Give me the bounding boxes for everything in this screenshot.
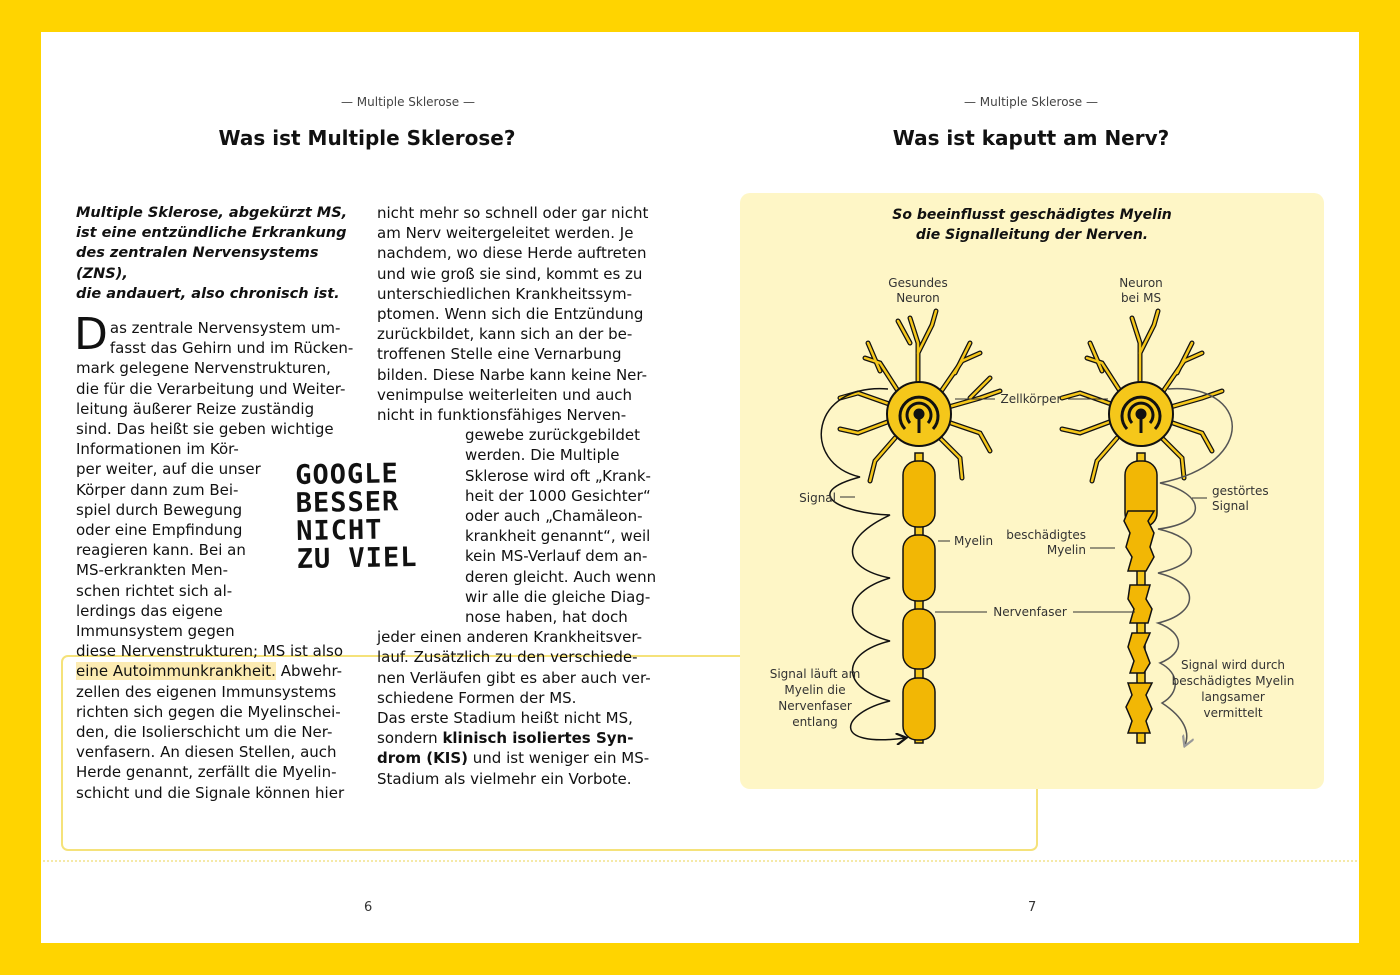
text-line: Stadium als vielmehr ein Vorbote. — [377, 769, 632, 788]
text-line: bilden. Diese Narbe kann keine Ner- — [377, 365, 648, 384]
note-line: NICHT — [295, 514, 383, 548]
text-line: Herde genannt, zerfällt die Myelin- — [76, 763, 337, 782]
text-line: nicht in funktionsfähiges Nerven- — [377, 406, 627, 425]
text-line: nen Verläufen gibt es aber auch ver- — [377, 668, 651, 687]
caption-line: die Signalleitung der Nerven. — [915, 227, 1149, 243]
left-kicker: — Multiple Sklerose — — [340, 95, 476, 109]
label-runs-1: Signal läuft am — [769, 667, 861, 681]
right-kicker: — Multiple Sklerose — — [963, 95, 1099, 109]
text-line: am Nerv weitergeleitet werden. Je — [377, 224, 634, 243]
bold-term: klinisch isoliertes Syn- — [442, 729, 634, 748]
label-myelin: Myelin — [954, 534, 994, 548]
text-line: fasst das Gehirn und im Rücken- — [109, 339, 354, 358]
label-healthy-1: Gesundes — [888, 276, 948, 290]
label-runs-3: Nervenfaser — [778, 699, 852, 713]
text-line — [377, 748, 677, 768]
text-line: spiel durch Bewegung — [76, 500, 243, 519]
label-disturbed-2: Signal — [1212, 499, 1249, 513]
indented-block — [377, 425, 677, 627]
note-line: BESSER — [295, 486, 400, 520]
text-line: Körper dann zum Bei- — [76, 480, 239, 499]
page-number-left: 6 — [364, 900, 373, 915]
text-line: heit der 1000 Gesichter“ — [465, 486, 651, 505]
text-line: oder eine Empfindung — [76, 521, 243, 540]
text-line: richten sich gegen die Myelinschei- — [76, 702, 341, 721]
text-line: mark gelegene Nervenstrukturen, — [76, 359, 331, 378]
book-spread — [41, 32, 1359, 943]
text-line: die für die Verarbeitung und Weiter- — [76, 379, 346, 398]
text-line: und wie groß sie sind, kommt es zu — [377, 264, 643, 283]
ms-nucleus-icon — [1122, 397, 1160, 433]
footer-divider — [43, 860, 1357, 862]
text-line: nose haben, hat doch — [465, 608, 628, 627]
label-slower-1: Signal wird durch — [1180, 658, 1286, 672]
lead-line: die andauert, also chronisch ist. — [76, 285, 340, 302]
text-line: oder auch „Chamäleon- — [465, 507, 643, 526]
text-line: per weiter, auf die unser — [76, 460, 261, 479]
text-line: Sklerose wird oft „Krank- — [465, 466, 651, 485]
lead-line: ist eine entzündliche Erkrankung — [76, 225, 347, 242]
text-line: wir alle die gleiche Diag- — [465, 587, 651, 606]
text-line: nicht mehr so schnell oder gar nicht — [377, 204, 649, 222]
right-page-title: Was ist kaputt am Nerv? — [892, 126, 1170, 150]
lead-line: Multiple Sklerose, abgekürzt MS, — [76, 205, 348, 221]
label-slower-4: vermittelt — [1203, 706, 1263, 720]
text-line: zellen des eigenen Immunsystems — [76, 682, 337, 701]
left-page-title: Was ist Multiple Sklerose? — [218, 126, 516, 150]
label-ms-1: Neuron — [1119, 276, 1163, 290]
text-line: kein MS-Verlauf dem an- — [465, 547, 648, 566]
label-healthy-2: Neuron — [896, 291, 940, 305]
label-slower-3: langsamer — [1201, 690, 1265, 704]
text-line: as zentrale Nervensystem um- — [109, 319, 341, 338]
nucleus-icon — [900, 397, 938, 433]
text-line: nachdem, wo diese Herde auftreten — [377, 244, 647, 263]
text-fragment: sondern — [377, 729, 443, 748]
text-line: gewebe zurückgebildet — [465, 426, 640, 445]
label-ms-2: bei MS — [1120, 291, 1162, 305]
label-damaged-1: beschädigtes — [1006, 528, 1086, 542]
ms-damaged-myelin — [1124, 461, 1157, 733]
text-line: troffenen Stelle eine Vernarbung — [377, 345, 622, 364]
text-line: Immunsystem gegen — [76, 622, 235, 641]
highlighted-term: eine Autoimmunkrankheit. — [76, 662, 276, 681]
text-fragment: Abwehr- — [275, 662, 343, 681]
lead-paragraph — [76, 203, 366, 304]
text-line: krankheit genannt“, weil — [465, 527, 651, 546]
text-line: MS-erkrankten Men- — [76, 561, 228, 580]
label-damaged-2: Myelin — [1046, 543, 1086, 557]
drop-cap: D — [74, 309, 108, 361]
label-disturbed-1: gestörtes — [1212, 484, 1269, 498]
text-line: venimpulse weiterleiten und auch — [377, 385, 633, 404]
text-line: venfasern. An diesen Stellen, auch — [76, 743, 337, 762]
text-line: Das erste Stadium heißt nicht MS, — [377, 709, 633, 728]
text-line: deren gleicht. Auch wenn — [465, 567, 657, 586]
text-line: diese Nervenstrukturen; MS ist also — [76, 642, 344, 661]
column-2 — [377, 203, 677, 789]
text-line: jeder einen anderen Krankheitsver- — [377, 628, 642, 647]
note-line: GOOGLE — [294, 458, 400, 492]
bold-term: drom (KIS) — [377, 749, 469, 768]
caption-line: So beeinflusst geschädigtes Myelin — [892, 207, 1172, 223]
handwritten-note — [295, 460, 418, 574]
text-line: ptomen. Wenn sich die Entzündung — [377, 305, 644, 324]
text-line: schen richtet sich al- — [76, 581, 233, 600]
text-line: reagieren kann. Bei an — [76, 541, 246, 560]
label-slower-2: beschädigtes Myelin — [1171, 674, 1295, 688]
label-fiber: Nervenfaser — [993, 605, 1067, 619]
text-line: lerdings das eigene — [76, 601, 223, 620]
label-cell-body: Zellkörper — [1000, 392, 1062, 406]
infographic-panel — [740, 193, 1324, 789]
label-runs-2: Myelin die — [784, 683, 846, 697]
text-line: schiedene Formen der MS. — [377, 688, 577, 707]
page-number-right: 7 — [1028, 900, 1037, 915]
note-line: ZU VIEL — [296, 541, 418, 576]
text-line: lauf. Zusätzlich zu den verschiede- — [377, 648, 638, 667]
text-line: sind. Das heißt sie geben wichtige — [76, 420, 334, 439]
label-runs-4: entlang — [792, 715, 838, 729]
text-line: zurückbildet, kann sich an der be- — [377, 325, 633, 344]
neuron-diagram — [740, 193, 1324, 789]
text-line: werden. Die Multiple — [465, 446, 620, 465]
lead-line: des zentralen Nervensystems (ZNS), — [76, 245, 319, 282]
text-line: den, die Isolierschicht um die Ner- — [76, 723, 333, 742]
text-line — [76, 661, 366, 681]
text-fragment: und ist weniger ein MS- — [468, 749, 650, 768]
text-line: unterschiedlichen Krankheitssym- — [377, 284, 633, 303]
text-line: Informationen im Kör- — [76, 440, 239, 459]
text-line — [377, 728, 677, 748]
text-line: schicht und die Signale können hier — [76, 783, 345, 802]
text-line: leitung äußerer Reize zuständig — [76, 399, 315, 418]
healthy-myelin — [903, 461, 935, 740]
label-signal: Signal — [799, 491, 836, 505]
